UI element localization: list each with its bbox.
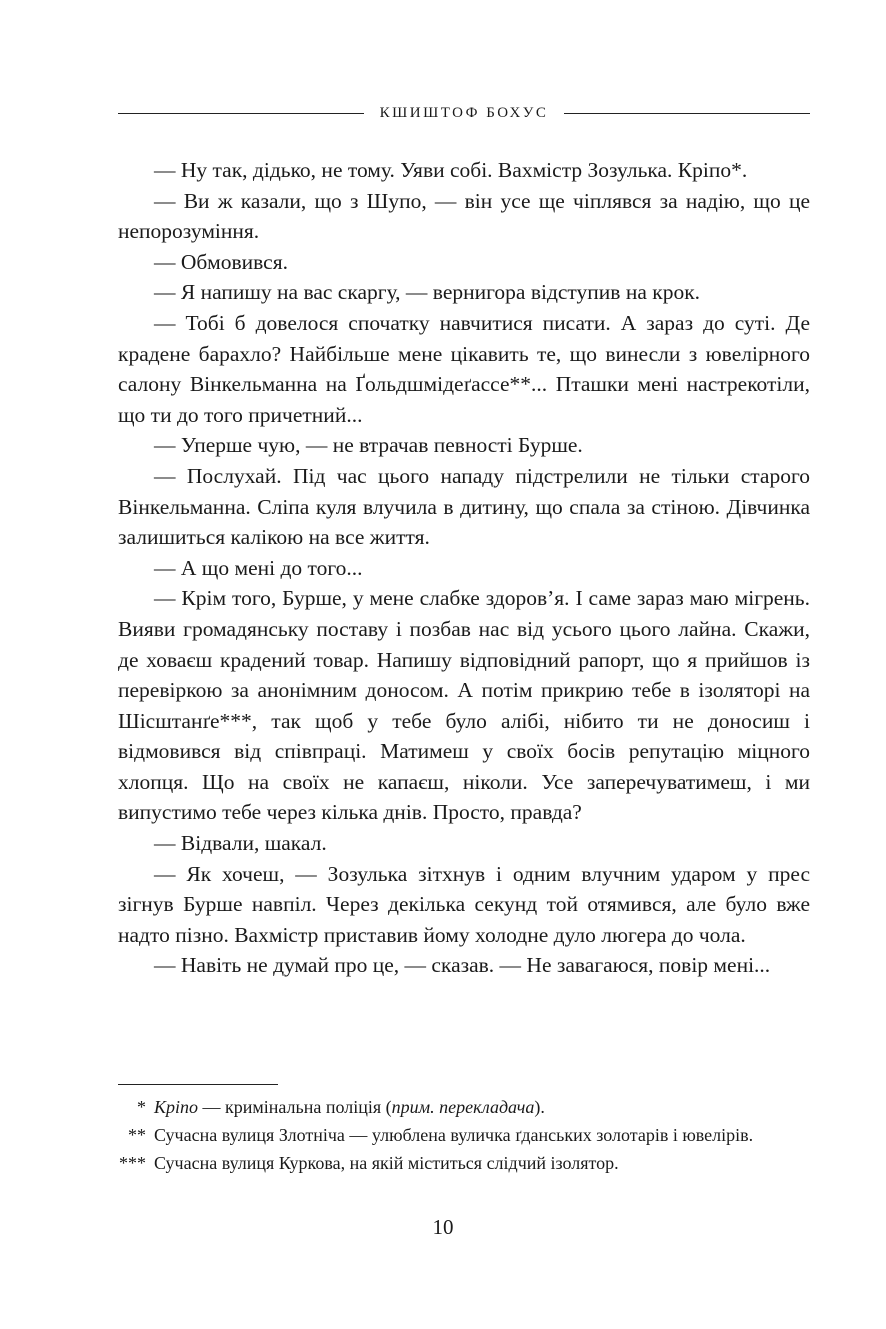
header-author: КШИШТОФ БОХУС: [379, 104, 549, 121]
paragraph: — Ну так, дідько, не тому. Уяви собі. Вахмістр Зозулька. Кріпо*.: [154, 158, 748, 182]
footnote-text: Сучасна вулиця Куркова, на якій міститься слідчий ізолятор.: [154, 1153, 619, 1173]
footnote-rule: [118, 1084, 278, 1085]
footnote-text: [154, 1095, 810, 1119]
paragraph: — Крім того, Бурше, у мене слабке здоров’я. І саме зараз маю мігрень. Вияви громадянську поставу і позбав нас від усього цього лайна. Скажи, де ховаєш крадений товар. Напишу відповідний рапорт, що я прийшов із перевіркою за анонімним доносом. А потім прикрию тебе в ізоляторі на Шісштанґе***, так щоб у тебе було алібі, нібито ти не доносиш і відмовився від співпраці. Матимеш у своїх босів репутацію міцного хлопця. Що на своїх не капаєш, ніколи. Усе заперечуватимеш, і ми випустимо тебе через кілька днів. Просто, правда?: [118, 586, 810, 825]
footnote: [118, 1095, 810, 1119]
footnote: [118, 1123, 810, 1147]
header-rule-left: [118, 113, 364, 114]
footnote: [118, 1151, 810, 1175]
running-header: [118, 98, 810, 128]
paragraph: — Тобі б довелося спочатку навчитися писати. А зараз до суті. Де крадене барахло? Найбільше мене цікавить те, що винесли з ювелірного салону Вінкельманна на Ґольдшмідеґассе**... Пташки мені настрекотіли, що ти до того причетний...: [118, 310, 810, 427]
footnote-text: Сучасна вулиця Злотніча — улюблена вуличка ґданських золотарів і ювелірів.: [154, 1125, 754, 1145]
paragraph: — Відвали, шакал.: [154, 831, 327, 856]
page-number: 10: [432, 1215, 454, 1239]
body-text: [118, 155, 810, 981]
paragraph: — Навіть не думай про це, — сказав. — Не завагаюся, повір мені...: [154, 953, 771, 978]
paragraph: — Ви ж казали, що з Шупо, — він усе ще чіплявся за надію, що це непорозуміння.: [118, 188, 810, 244]
paragraph: — Обмовився.: [154, 249, 288, 274]
footnote-mark: *: [137, 1097, 146, 1117]
footnote-text-part: — кримінальна поліція (: [197, 1097, 392, 1117]
footnote-mark: ***: [119, 1153, 146, 1173]
paragraph: — Я напишу на вас скаргу, — вернигора відступив на крок.: [154, 280, 701, 305]
paragraph: — А що мені до того...: [154, 555, 363, 580]
footnotes: [118, 1095, 810, 1179]
header-rule-right: [564, 113, 810, 114]
footnote-term: Кріпо: [154, 1097, 198, 1117]
paragraph: — Як хочеш, — Зозулька зітхнув і одним влучним ударом у прес зігнув Бурше навпіл. Через декілька секунд той отямився, але було вже надто пізно. Вахмістр приставив йому холодне дуло люгера до чола.: [118, 861, 810, 947]
footnote-mark: **: [128, 1125, 146, 1145]
footnote-text-part: ).: [534, 1097, 545, 1117]
paragraph: — Послухай. Під час цього нападу підстрелили не тільки старого Вінкельманна. Сліпа куля влучила в дитину, що спала за стіною. Дівчинка залишиться калікою на все життя.: [118, 463, 810, 550]
footnote-italic: прим. перекладача: [391, 1097, 535, 1117]
paragraph: — Уперше чую, — не втрачав певності Бурше.: [154, 433, 583, 458]
